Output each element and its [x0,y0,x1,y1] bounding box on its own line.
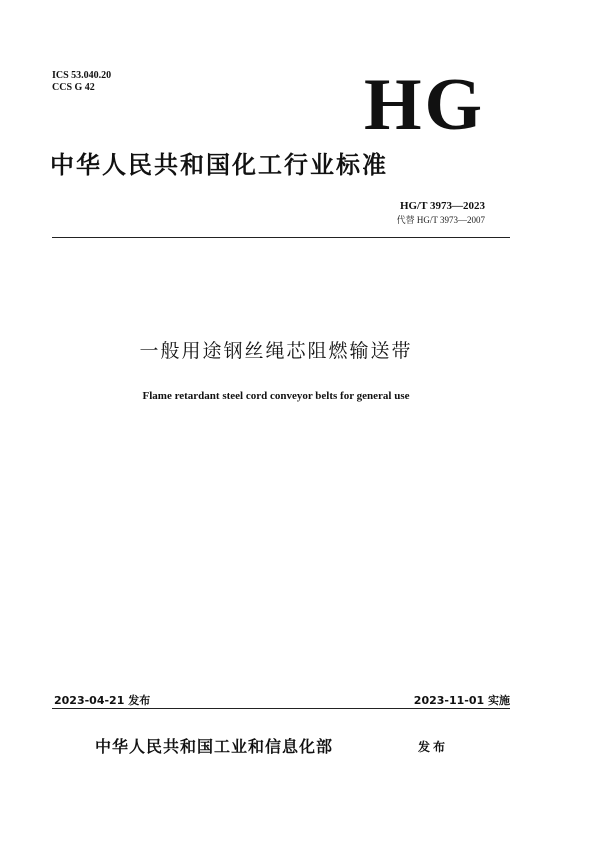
standard-number: HG/T 3973—2023 [399,200,485,212]
ics-code: ICS 53.040.20 [52,70,112,81]
hg-standard-mark: HG [364,64,486,146]
issue-action: 发布 [418,740,449,754]
document-title-chinese: 一般用途钢丝绳芯阻燃输送带 [139,340,413,362]
ccs-code: CCS G 42 [52,82,95,93]
issuing-authority: 中华人民共和国工业和信息化部 [95,737,334,756]
implementation-date: 2023-11-01 实施 [413,694,510,707]
publication-date: 2023-04-21 发布 [54,694,151,707]
replaces-standard: 代替 HG/T 3973—2007 [396,215,485,225]
document-title-english: Flame retardant steel cord conveyor belts for general use [142,390,410,402]
standard-category-title: 中华人民共和国化工行业标准 [50,151,388,179]
top-divider [52,237,510,238]
bottom-divider [52,708,510,709]
